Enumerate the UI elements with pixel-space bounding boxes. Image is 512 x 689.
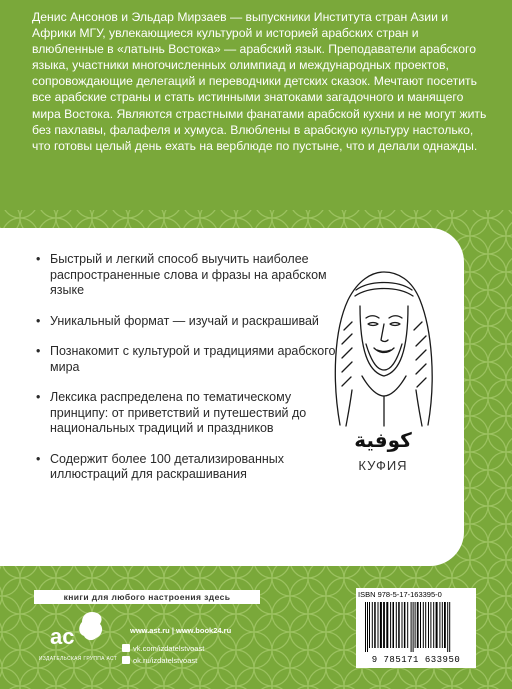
feature-item [36,390,336,437]
author-bio: Денис Ансонов и Эльдар Мирзаев — выпускники Института стран Азии и Африки МГУ, увлекающиеся культурой и историей арабских стран и влюбленные в «латынь Востока» — арабский язык. Преподаватели арабского языка, участники многочисленных олимпиад и международных проектов, сопровождающие делегаций и переводчики детских сказок. Мечтают посетить все арабские страны и стать истинными знатоками загадочного и манящего мира Востока. Являются страстными фанатами арабской кухни и не могут жить без пахлавы, фалафеля и хумуса. Влюблены в арабскую культуру настолько, что готовы целый день ехать на верблюде по пустыне, что и делали однажды. [32,10,487,153]
word-translation: КУФИЯ [358,458,408,473]
feature-text: Познакомит с культурой и традициями арабского мира [50,344,336,374]
barcode-bar [411,602,412,652]
publisher-websites[interactable]: www.ast.ru | www.book24.ru [130,626,232,635]
barcode-number: 9 785171 633950 [371,655,461,665]
ok-icon [122,656,130,664]
ok-link[interactable] [122,656,197,665]
feature-item [36,344,336,375]
bullet-marker: • [36,390,41,404]
vk-link-text: vk.com/izdatelstvoast [133,644,205,653]
barcode-bar [372,602,373,648]
feature-item [36,452,336,483]
bullet-marker: • [36,313,41,328]
isbn-text: ISBN 978-5-17-163395-0 [358,590,442,599]
barcode-bar [439,602,440,648]
vk-link[interactable] [122,644,204,653]
barcode-bar [413,602,414,652]
barcode-bar [428,602,429,648]
barcode-bar [442,602,443,648]
feature-item [36,314,336,330]
tagline-strip: книги для любого настроения здесь [34,590,260,604]
barcode-bar [380,602,382,648]
barcode-bar [402,602,403,648]
barcode-bar [425,602,426,648]
barcode-bar [449,602,450,652]
feature-text: Лексика распределена по тематическому принципу: от приветствий и путешествий до национальных традиций и праздников [50,390,307,435]
ast-logo [48,608,108,650]
barcode-bar [383,602,385,648]
barcode-bar [386,602,388,648]
features-list [36,252,336,498]
barcode-bar [396,602,397,648]
bullet-marker: • [36,344,41,358]
arabic-word: كوفية [354,428,412,452]
feature-item [36,252,336,299]
barcode-bar [369,602,370,648]
barcode-bar [447,602,448,652]
barcode-bar [433,602,434,648]
barcode-bar [417,602,419,648]
bullet-marker: • [36,252,41,266]
barcode-bar [393,602,395,648]
barcode-bar [407,602,408,648]
barcode-bar [365,602,366,652]
barcode-bar [420,602,421,648]
barcode-bar [430,602,431,648]
man-in-keffiyeh-illustration [322,260,446,430]
ok-link-text: ok.ru/izdatelstvoast [133,656,198,665]
barcode [364,602,468,652]
vk-icon [122,644,130,652]
feature-text: Содержит более 100 детализированных иллюстраций для раскрашивания [50,451,285,481]
barcode-bar [415,602,416,648]
barcode-bar [404,602,406,648]
barcode-bar [367,602,368,652]
svg-text:ac: ac [50,624,75,649]
barcode-bar [390,602,391,648]
barcode-bar [423,602,424,648]
barcode-bar [374,602,376,648]
feature-text: Уникальный формат — изучай и раскрашивай [50,313,319,328]
barcode-bar [436,602,438,648]
barcode-bar [378,602,379,648]
feature-text: Быстрый и легкий способ выучить наиболее распространенные слова и фразы на арабском языке [50,252,327,297]
barcode-bar [444,602,446,648]
isbn-block [356,588,476,668]
bullet-marker: • [36,451,41,466]
barcode-bar [398,602,400,648]
publisher-name: ИЗДАТЕЛЬСКАЯ ГРУППА АСТ [38,656,118,662]
